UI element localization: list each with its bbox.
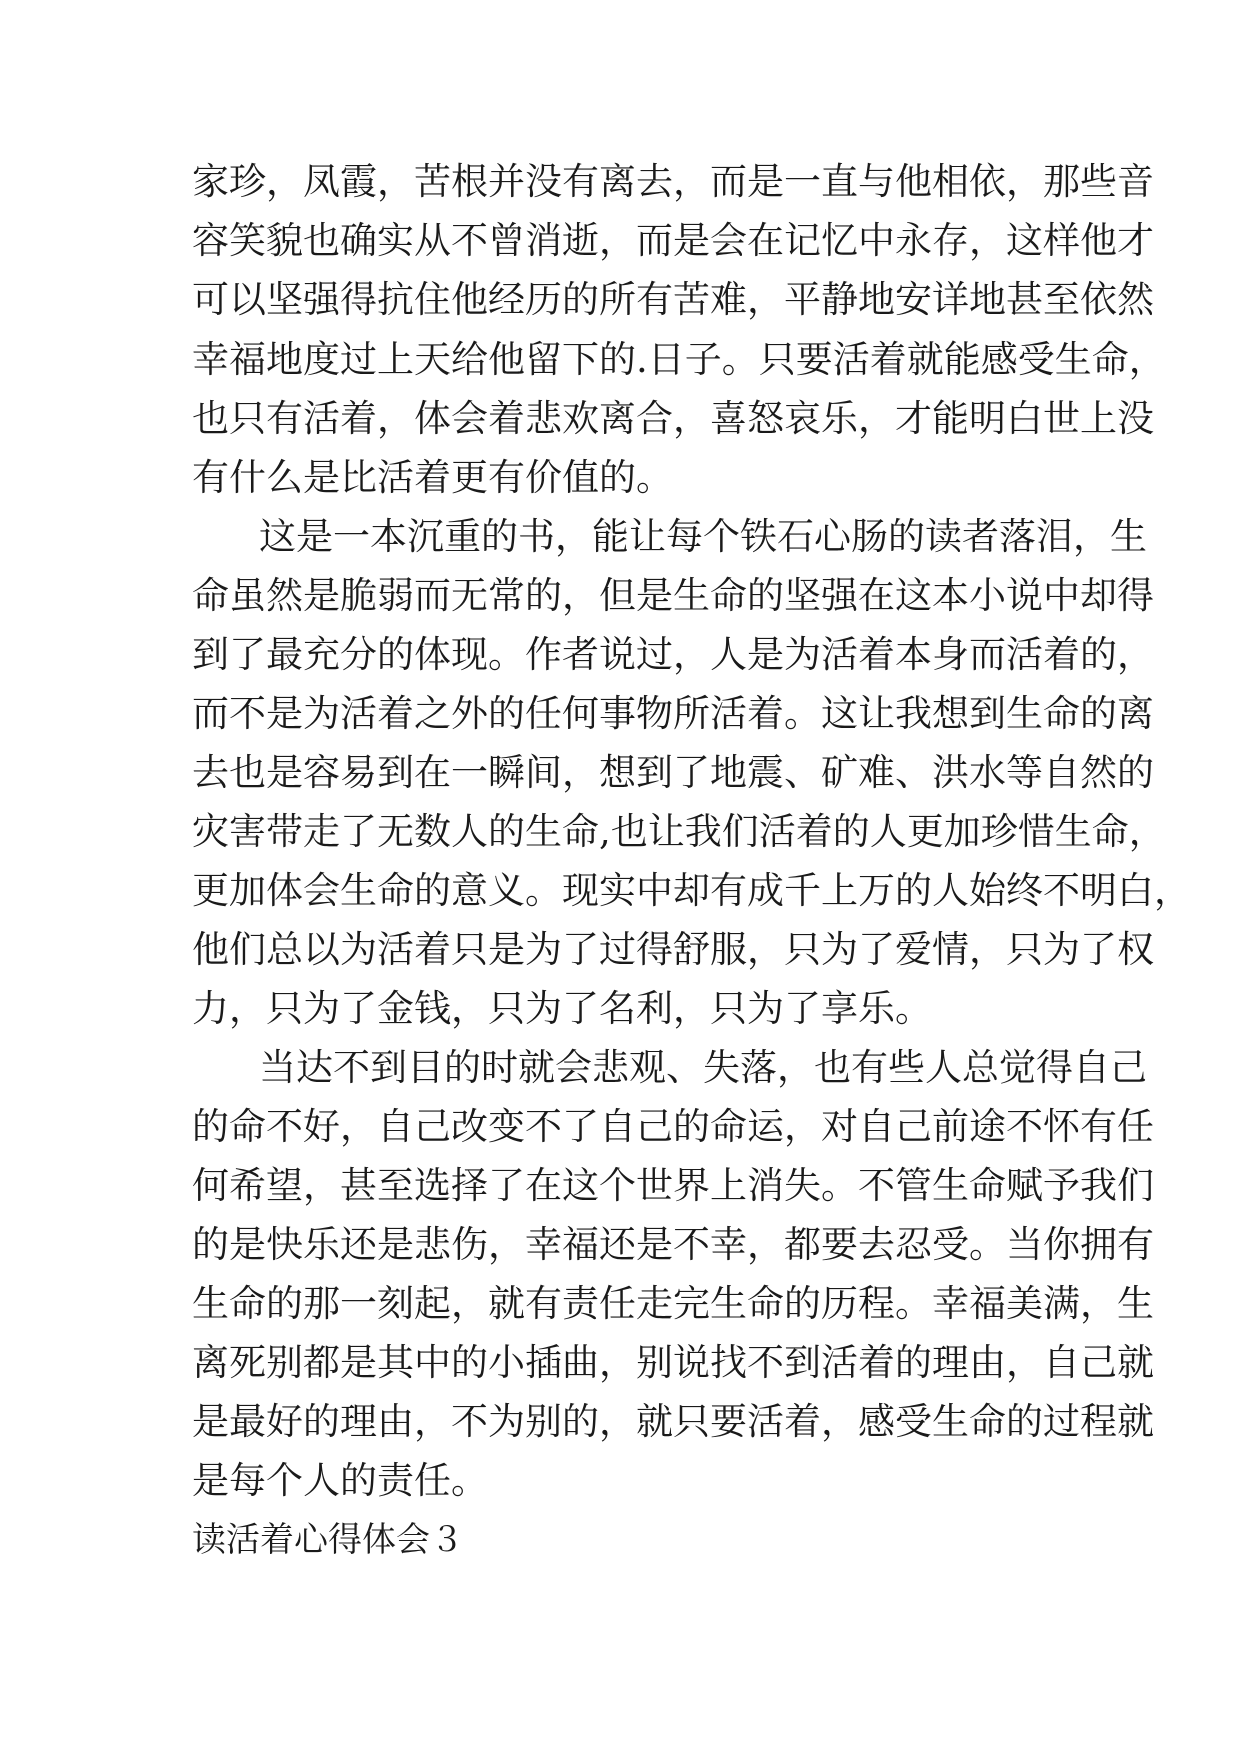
paragraph-3-line-6: 离死别都是其中的小插曲，别说找不到活着的理由，自己就 <box>192 1341 1154 1384</box>
paragraph-3-line-3: 何希望，甚至选择了在这个世界上消失。不管生命赋予我们 <box>192 1164 1154 1207</box>
paragraph-1-line-6: 有什么是比活着更有价值的。 <box>192 456 673 499</box>
paragraph-1-line-3: 可以坚强得抗住他经历的所有苦难，平静地安详地甚至依然 <box>192 278 1154 321</box>
paragraph-1-line-5: 也只有活着，体会着悲欢离合，喜怒哀乐，才能明白世上没 <box>192 397 1154 440</box>
paragraph-3-line-4: 的是快乐还是悲伤，幸福还是不幸，都要去忍受。当你拥有 <box>192 1223 1154 1266</box>
paragraph-3-line-7: 是最好的理由，不为别的，就只要活着，感受生命的过程就 <box>192 1400 1154 1443</box>
section-heading: 读活着心得体会３ <box>192 1520 464 1560</box>
paragraph-3-line-2: 的命不好，自己改变不了自己的命运，对自己前途不怀有任 <box>192 1105 1154 1148</box>
paragraph-1-line-4: 幸福地度过上天给他留下的.日子。只要活着就能感受生命， <box>192 338 1166 381</box>
paragraph-1-line-1: 家珍，凤霞，苦根并没有离去，而是一直与他相依，那些音 <box>192 160 1154 203</box>
paragraph-3-line-8: 是每个人的责任。 <box>192 1459 488 1502</box>
paragraph-2-line-7: 更加体会生命的意义。现实中却有成千上万的人始终不明白， <box>192 869 1191 912</box>
paragraph-2-line-2: 命虽然是脆弱而无常的，但是生命的坚强在这本小说中却得 <box>192 574 1154 617</box>
paragraph-2-line-1: 这是一本沉重的书，能让每个铁石心肠的读者落泪，生 <box>259 515 1147 558</box>
paragraph-2-line-4: 而不是为活着之外的任何事物所活着。这让我想到生命的离 <box>192 692 1154 735</box>
paragraph-3-line-5: 生命的那一刻起，就有责任走完生命的历程。幸福美满，生 <box>192 1282 1154 1325</box>
paragraph-3-line-1: 当达不到目的时就会悲观、失落，也有些人总觉得自己 <box>259 1046 1147 1089</box>
paragraph-2-line-9: 力，只为了金钱，只为了名利，只为了享乐。 <box>192 987 932 1030</box>
paragraph-2-line-3: 到了最充分的体现。作者说过，人是为活着本身而活着的， <box>192 633 1154 676</box>
paragraph-2-line-5: 去也是容易到在一瞬间，想到了地震、矿难、洪水等自然的 <box>192 751 1154 794</box>
paragraph-1-line-2: 容笑貌也确实从不曾消逝，而是会在记忆中永存，这样他才 <box>192 219 1154 262</box>
paragraph-2-line-8: 他们总以为活着只是为了过得舒服，只为了爱情，只为了权 <box>192 928 1154 971</box>
paragraph-2-line-6: 灾害带走了无数人的生命,也让我们活着的人更加珍惜生命， <box>192 810 1166 853</box>
